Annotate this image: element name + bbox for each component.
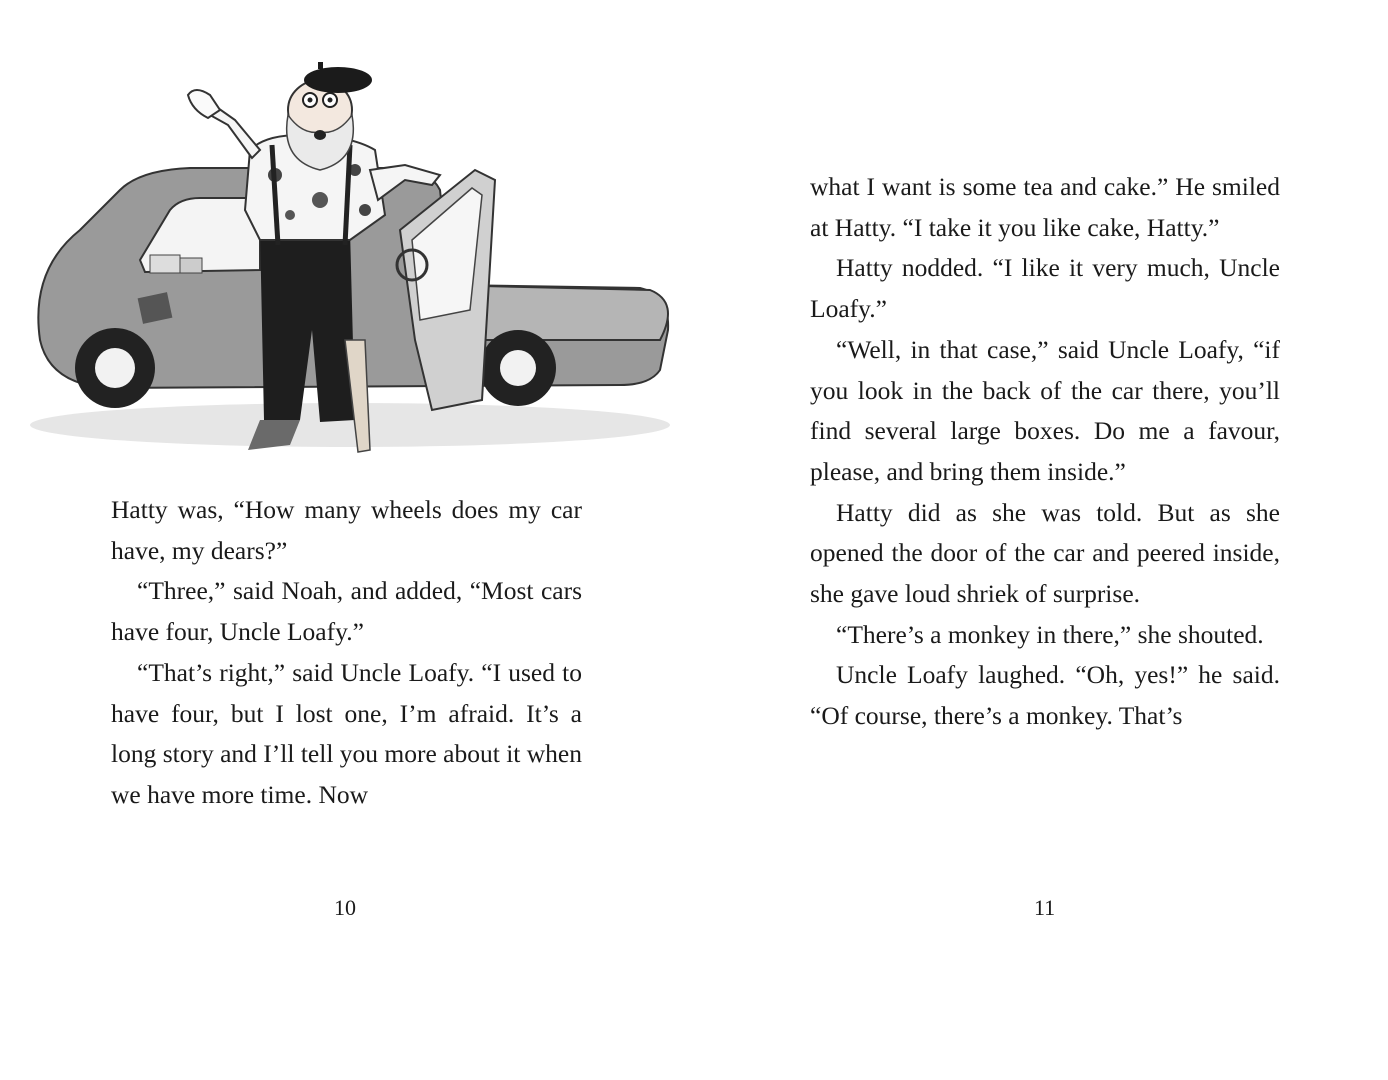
paragraph: “There’s a monkey in there,” she shouted. (836, 619, 1264, 649)
paragraph: “Three,” said Noah, and added, “Most cars have four, Uncle Loafy.” (111, 576, 582, 647)
right-page (694, 0, 1388, 1080)
paragraph: Uncle Loafy laughed. “Oh, yes!” he said. “Of course, there’s a monkey. That’s (810, 660, 1280, 731)
paragraph: what I want is some tea and cake.” He smiled at Hatty. “I take it you like cake, Hatty.” (810, 172, 1280, 242)
uncle-loafy-car-illustration (20, 40, 670, 460)
paragraph: Hatty was, “How many wheels does my car have, my dears?” (111, 495, 582, 565)
left-page-text (111, 490, 582, 816)
right-page-text (810, 167, 1280, 737)
paragraph: Hatty did as she was told. But as she opened the door of the car and peered inside, she gave loud shriek of surprise. (810, 497, 1280, 609)
paragraph: Hatty nodded. “I like it very much, Uncle Loafy.” (810, 253, 1280, 324)
paragraph: “Well, in that case,” said Uncle Loafy, “if you look in the back of the car there, you’ll find several large boxes. Do me a favour, please, and bring them inside.” (810, 334, 1280, 486)
paragraph: “That’s right,” said Uncle Loafy. “I used to have four, but I lost one, I’m afraid. It’s a long story and I’ll tell you more about it when we have more time. Now (111, 657, 582, 809)
page-number: 11 (1034, 895, 1056, 920)
page-number: 10 (334, 895, 356, 920)
